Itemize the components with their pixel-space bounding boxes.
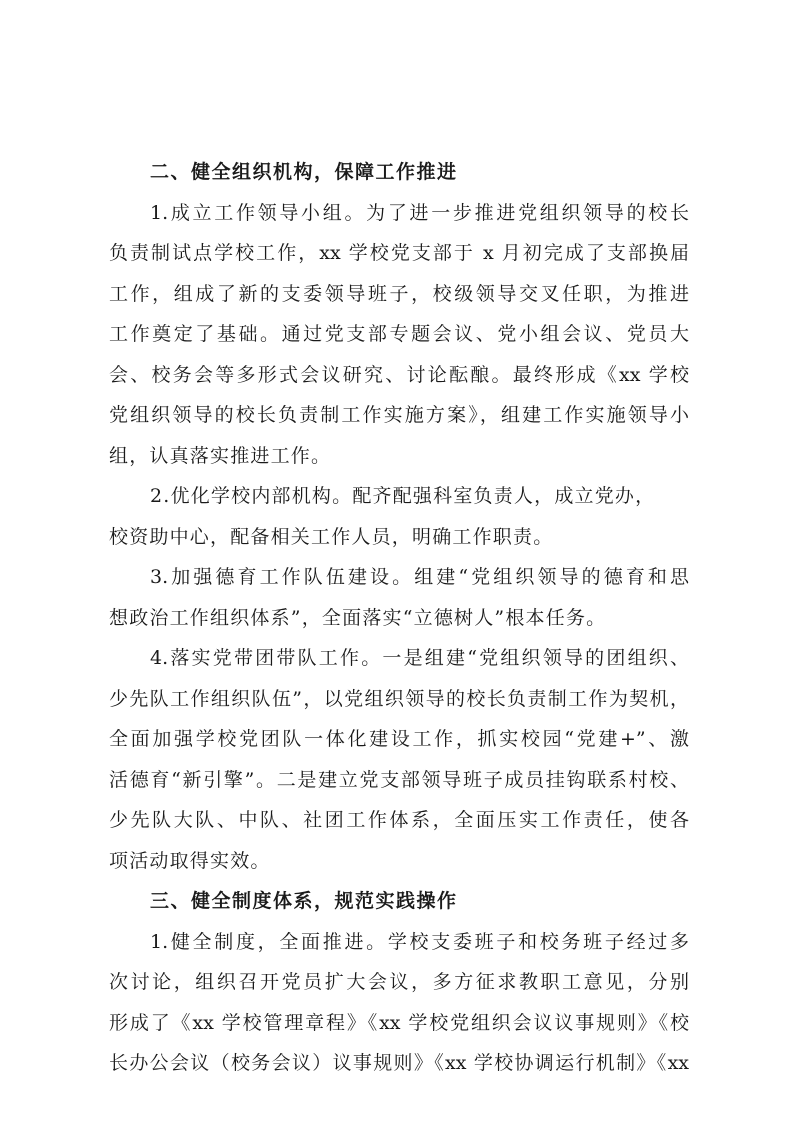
paragraph-1 (109, 193, 689, 477)
text-line: 3.加强德育工作队伍建设。组建“党组织领导的德育和思 (150, 566, 689, 588)
text-line: 2.优化学校内部机构。配齐配强科室负责人，成立党办， (150, 485, 656, 507)
text-line: 次讨论，组织召开党员扩大会议，多方征求教职工意见，分别 (109, 971, 689, 993)
text-line: 党组织领导的校长负责制工作实施方案》，组建工作实施领导小 (109, 404, 689, 426)
text-line: 想政治工作组织体系”，全面落实“立德树人”根本任务。 (109, 606, 607, 629)
text-line: 校资助中心，配备相关工作人员，明确工作职责。 (109, 525, 554, 548)
text-line: 1.成立工作领导小组。为了进一步推进党组织领导的校长 (150, 201, 689, 224)
section-heading-3: 三、健全制度体系，规范实践操作 (150, 890, 458, 912)
text-line: 会、校务会等多形式会议研究、讨论酝酿。最终形成《xx 学校 (109, 363, 689, 386)
text-line: 4.落实党带团带队工作。一是组建“党组织领导的团组织、 (150, 647, 689, 669)
text-line: 少先队大队、中队、社团工作体系，全面压实工作责任，使各 (109, 809, 689, 831)
text-line: 工作奠定了基础。通过党支部专题会议、党小组会议、党员大 (109, 323, 689, 345)
text-line: 活德育“新引擎”。二是建立党支部领导班子成员挂钩联系村校、 (109, 768, 689, 791)
text-line: 工作，组成了新的支委领导班子，校级领导交叉任职，为推进 (109, 282, 689, 305)
text-line: 组，认真落实推进工作。 (109, 444, 332, 467)
paragraph-3 (109, 557, 689, 638)
text-line: 少先队工作组织队伍”，以党组织领导的校长负责制工作为契机， (109, 687, 689, 710)
text-line: 负责制试点学校工作，xx 学校党支部于 x 月初完成了支部换届 (109, 242, 689, 264)
text-line: 长办公会议（校务会议）议事规则》《xx 学校协调运行机制》《xx (109, 1052, 689, 1074)
paragraph-4 (109, 638, 689, 881)
text-line: 项活动取得实效。 (109, 849, 271, 872)
text-line: 全面加强学校党团队一体化建设工作，抓实校园“党建+”、激 (109, 728, 689, 750)
paragraph-2 (109, 476, 689, 557)
document-body (109, 152, 689, 1084)
section-heading-2: 二、健全组织机构，保障工作推进 (150, 161, 458, 183)
text-line: 形成了《xx 学校管理章程》《xx 学校党组织会议议事规则》《校 (109, 1011, 689, 1034)
text-line: 1.健全制度，全面推进。学校支委班子和校务班子经过多 (150, 930, 689, 953)
paragraph-5 (109, 922, 689, 1084)
